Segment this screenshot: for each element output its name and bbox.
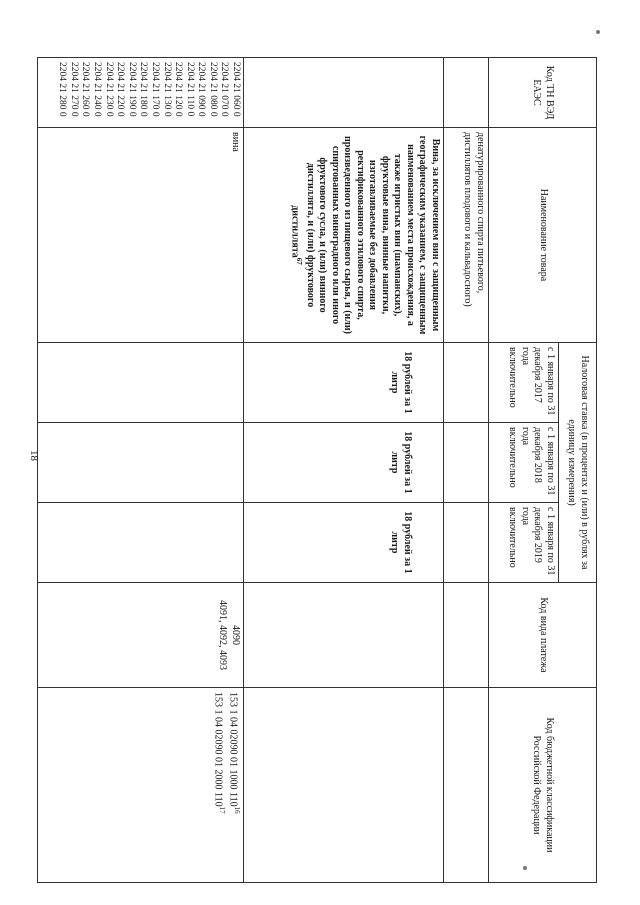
header-rate-2017: с 1 января по 31 декабря 2017 года включительно [489,343,559,423]
cell-rate-2019: 18 рублей за 1 литр [244,503,444,583]
cell-empty [38,423,244,503]
tnved-code: 2204 21 280 0 [57,62,68,117]
header-code: Код ТН ВЭД ЕАЭС [489,58,597,128]
table-row-wine [38,58,244,883]
cell-empty [444,688,489,883]
header-rate-2019: с 1 января по 31 декабря 2019 года включительно [489,503,559,583]
cell-codes-list [38,58,244,128]
tnved-code: 2204 21 190 0 [126,62,137,117]
cell-name-continuation: денатурированного спирта питьевого, дистиллятов плодового и кальвадосного) [444,128,489,343]
cell-payment-codes [38,583,244,688]
cell-empty [444,583,489,688]
cell-empty [38,343,244,423]
tnved-code: 2204 21 220 0 [115,62,126,117]
tnved-code: 2204 21 060 0 [231,62,241,117]
cell-empty [244,688,444,883]
tnved-code: 2204 21 130 0 [161,62,172,117]
cell-empty [444,58,489,128]
tnved-code: 2204 21 090 0 [196,62,207,117]
cell-empty [244,58,444,128]
kbk-code: 153 1 04 02090 01 2000 $110^{17}$ [212,692,227,814]
tnved-code: 2204 21 120 0 [173,62,184,117]
header-rate-2018: с 1 января по 31 декабря 2018 года включительно [489,423,559,503]
header-name: Наименование товара [489,128,597,343]
page-number: 18 [28,450,40,461]
kbk-code: 153 1 04 02090 01 1000 $110^{16}$ [227,692,241,814]
header-row-1 [559,58,597,883]
table-row-main [244,58,444,883]
tnved-code: 2204 21 080 0 [207,62,218,117]
cell-empty [444,423,489,503]
header-kbk: Код бюджетной классификации Российской Федерации [489,688,597,883]
header-rate: Налоговая ставка (в процентах и (или) в рублях за единицу измерения) [559,343,597,583]
tnved-code: 2204 21 230 0 [103,62,114,117]
tax-rate-table [37,57,597,883]
header-payment-code: Код вида платежа [489,583,597,688]
cell-empty [38,503,244,583]
tnved-code: 2204 21 180 0 [138,62,149,117]
payment-code: 4090 [230,625,241,645]
tnved-code: 2204 21 260 0 [80,62,91,117]
cell-name-wine: вина [38,128,244,343]
cell-kbk-codes [38,688,244,883]
scan-dot [596,30,600,34]
cell-empty [444,343,489,423]
tnved-code: 2204 21 170 0 [149,62,160,117]
tnved-code: 2204 21 110 0 [184,62,195,117]
payment-code: 4091, 4092, 4093 [217,600,229,670]
rotated-tax-table [37,57,597,882]
cell-rate-2017: 18 рублей за 1 литр [244,343,444,423]
cell-empty [444,503,489,583]
table-row-continuation [444,58,489,883]
cell-empty [244,583,444,688]
cell-rate-2018: 18 рублей за 1 литр [244,423,444,503]
tnved-code: 2204 21 070 0 [219,62,230,117]
tnved-code: 2204 21 270 0 [68,62,79,117]
cell-name-main: Вина, за исключением вин с защищенным географическим указанием, с защищенным наименованием места происхождения, а также игристых вин (шампанских), фруктовые вина, винные напитки, изготавливаемые без добавления ректификованного этилового спирта, произведенного из пищевого сырья, и (или) спиртованных виноградного или иного фруктового сусла, и (или) винного дистиллята, и (или) фруктового дистиллята$^{67}$ [244,128,444,343]
tnved-code: 2204 21 240 0 [92,62,103,117]
scan-dot [523,866,527,870]
